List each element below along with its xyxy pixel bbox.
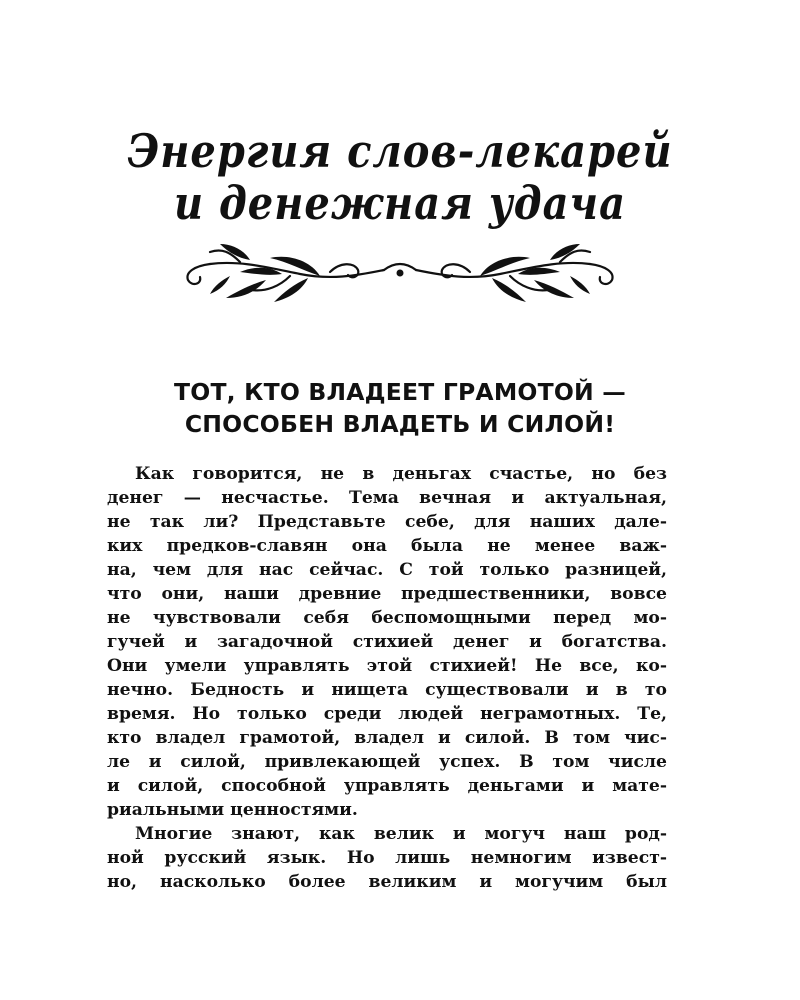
body-text-line: не так ли? Представьте себе, для наших дале-	[107, 512, 667, 532]
floral-divider-icon	[170, 240, 630, 306]
body-text-line: Многие знают, как велик и могуч наш род-	[135, 824, 667, 844]
body-text-line: время. Но только среди людей неграмотных. Те,	[107, 704, 667, 724]
body-text-line: ной русский язык. Но лишь немногим извест-	[107, 848, 667, 868]
body-text-line: на, чем для нас сейчас. С той только разницей,	[107, 560, 667, 580]
body-text-line: но, насколько более великим и могучим был	[107, 872, 667, 892]
chapter-title-line-1: Энергия слов-лекарей	[127, 124, 673, 179]
body-text-line: что они, наши древние предшественники, вовсе	[107, 584, 667, 604]
body-text-line: не чувствовали себя беспомощными перед мо-	[107, 608, 667, 628]
body-text-line: Они умели управлять этой стихией! Не все, ко-	[107, 656, 667, 676]
chapter-title-line-2: и денежная удача	[173, 176, 627, 231]
body-text-line: ле и силой, привлекающей успех. В том числе	[107, 752, 667, 772]
body-text-line: ких предков-славян она была не менее важ-	[107, 536, 667, 556]
body-text-line: кто владел грамотой, владел и силой. В том чис-	[107, 728, 667, 748]
section-heading-line-2: СПОСОБЕН ВЛАДЕТЬ И СИЛОЙ!	[184, 410, 616, 438]
body-text-line: нечно. Бедность и нищета существовали и в то	[107, 680, 667, 700]
section-heading-line-1: ТОТ, КТО ВЛАДЕЕТ ГРАМОТОЙ —	[174, 378, 626, 406]
body-text-line: денег — несчастье. Тема вечная и актуальная,	[107, 488, 667, 508]
body-text-line: риальными ценностями.	[107, 800, 358, 820]
body-text-line: и силой, способной управлять деньгами и мате-	[107, 776, 667, 796]
body-text-line: гучей и загадочной стихией денег и богатства.	[107, 632, 667, 652]
body-text-line: Как говорится, не в деньгах счастье, но без	[135, 464, 667, 484]
